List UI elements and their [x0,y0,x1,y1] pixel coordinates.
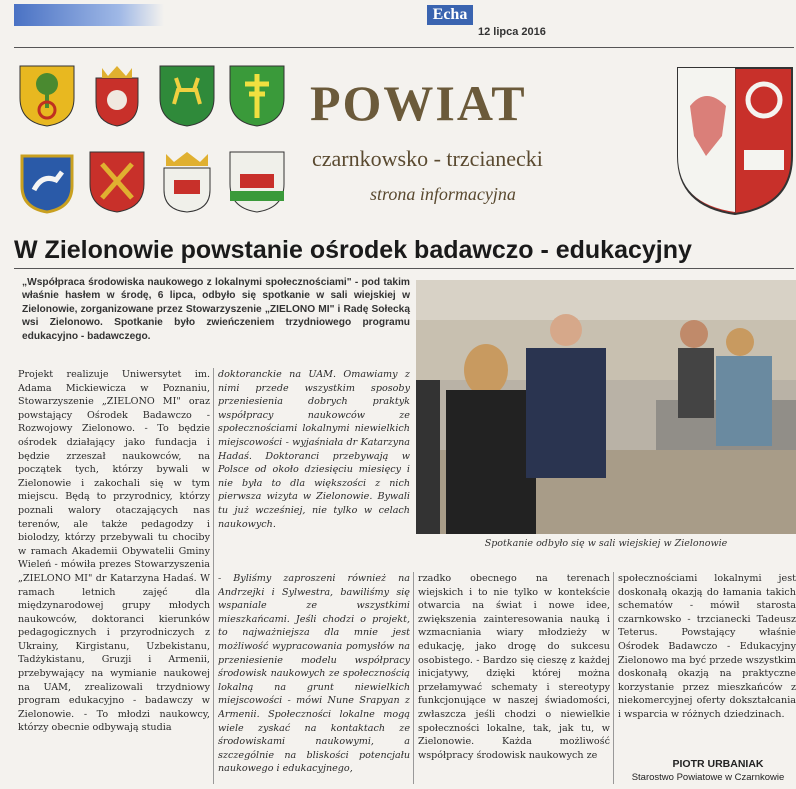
headline-rule [14,268,794,269]
article-column-2-continued: - Byliśmy zaproszeni również na Andrzejki i Sylwestra, bawiliśmy się wspaniale ze wszystkimi mieszkańcami. Jeśli chodzi o projekt, to najważniejsza dla mnie jest możliwość wypracowania pomysłów na przeniesienie modelu współpracy środowisk naukowych ze społecznością lokalną na grunt niewielkich miejscowości - mówi Nune Srapyan z Armenii. Społeczności lokalne mogą wiele zyskać na kontaktach ze środowiskami naukowymi, a szczególnie na bliskości potencjału naukowego i edukacyjnego, [218,573,410,775]
echa-logo: Echa [427,5,474,25]
column-divider [213,368,214,784]
article-author-organization: Starostwo Powiatowe w Czarnkowie [631,772,785,783]
banner-tagline: strona informacyjna [370,184,516,204]
article-column-2: doktoranckie na UAM. Omawiamy z nimi przede wszystkim sposoby przeniesienia dobrych praktyk współpracy naukowców ze społecznościami lokalnymi niewielkich miejscowości - wyjaśniała dr Katarzyna Hadaś. Doktoranci przebywają w Polsce od około dziesięciu miesięcy i nie była to dla większości z nich pierwsza wizyta w Zielonowie. Bywali tu już wcześniej, nie tylko w celach naukowych. [218,369,410,530]
article-column-3: rzadko obecnego na terenach wiejskich i to nie tylko w kontekście otwarcia na świat i nowe idee, zwiększenia zainteresowania nauką i wzmacniania wiary młodzieży w edukację, jako drogę do sukcesu osobistego. - Bardzo się cieszę z każdej inicjatywy, dzięki której można przełamywać schematy i stereotypy funkcjonujące w naszej świadomości, zwłaszcza jeśli chodzi o niewielkie społeczności lokalne, tak, jak tu, w Zielonowie. Każda możliwość współpracy środowisk naukowych ze [418,573,610,761]
column-divider [613,572,614,784]
article-headline: W Zielonowie powstanie ośrodek badawczo - edukacyjny [14,236,692,264]
article-author: PIOTR URBANIAK [672,758,764,770]
article-column-4: społecznościami lokalnymi jest doskonałą okazją do łamania takich schematów - mówił starosta czarnkowsko - trzcianecki Tadeusz Teterus. Powstający właśnie Ośrodek Badawczo - Edukacyjny Zielonowo ma być przede wszystkim doskonałą okazją na praktyczne korzystanie przez mieszkańców z niekomercyjnej oferty dokształcania i wsparcia w różnych dziedzinach. [618,573,796,720]
meeting-photo [416,280,796,534]
issue-date: 12 lipca 2016 [478,26,546,38]
crossed-tools-crest-icon [88,150,146,214]
crowned-ox-crest-icon [158,150,216,214]
article-column-1: Projekt realizuje Uniwersytet im. Adama Mickiewicza w Poznaniu, Stowarzyszenie „ZIELONO MI" oraz powstający Ośrodek Badawczo - Rozwojowy Zielonowo. - To będzie ośrodek działający jako fundacja i będzie zrzeszał naukowców, na początek tych, którzy bywali w Zielonowie i zakochali się w tym miejscu. Będą to przyrodnicy, którzy poznali walory otaczających nas terenów, ale także pedagodzy i biolodzy, którzy przebywali tu chociby w ramach Akademii Obywatelii Gminy Wieleń - mówiła prezes Stowarzyszenia „ZIELONO MI" dr Katarzyna Hadaś. W ramach letnich zajęć dla międzynarodowej grupy młodych naukowców, doktoranci kierunków pedagogicznych i przyrodniczych z Ukrainy, Kirgistanu, Uzbekistanu, Tadżykistanu, Gruzji i Armenii, przebywający na wymianie naukowej na UAM, zrealizowali trzydniowy program edukacyjno - badawczy w Zielonowie. - To młodzi naukowcy, którzy obecnie odbywają studia [18,369,210,734]
deer-crest-icon [158,64,216,128]
tree-crest-icon [18,64,76,128]
eagle-and-ox-powiat-crest-icon [676,66,794,216]
photo-caption: Spotkanie odbyło się w sali wiejskiej w Zielonowie [484,538,728,549]
column-divider [413,572,414,784]
municipal-crests [14,62,294,222]
article-lead: „Współpraca środowiska naukowego z lokalnymi społecznościami" - pod takim właśnie hasłem w środę, 6 lipca, odbyło się spotkanie w sali wiejskiej w Zielonowie, zorganizowane przez Stowarzyszenie „ZIELONO MI" i Radę Sołecką wsi Zielonowo. Spotkanie było zwieńczeniem trzydniowego programu edukacyjno - badawczego. [22,277,410,342]
banner-title: POWIAT [310,75,527,131]
masthead-rule [14,47,794,48]
banner-subtitle: czarnkowsko - trzcianecki [312,146,543,171]
green-cross-crest-icon [228,64,286,128]
ox-crest-icon [228,150,286,214]
masthead [0,4,796,25]
crowned-eagle-crest-icon [88,64,146,128]
horseman-crest-icon [18,150,76,214]
